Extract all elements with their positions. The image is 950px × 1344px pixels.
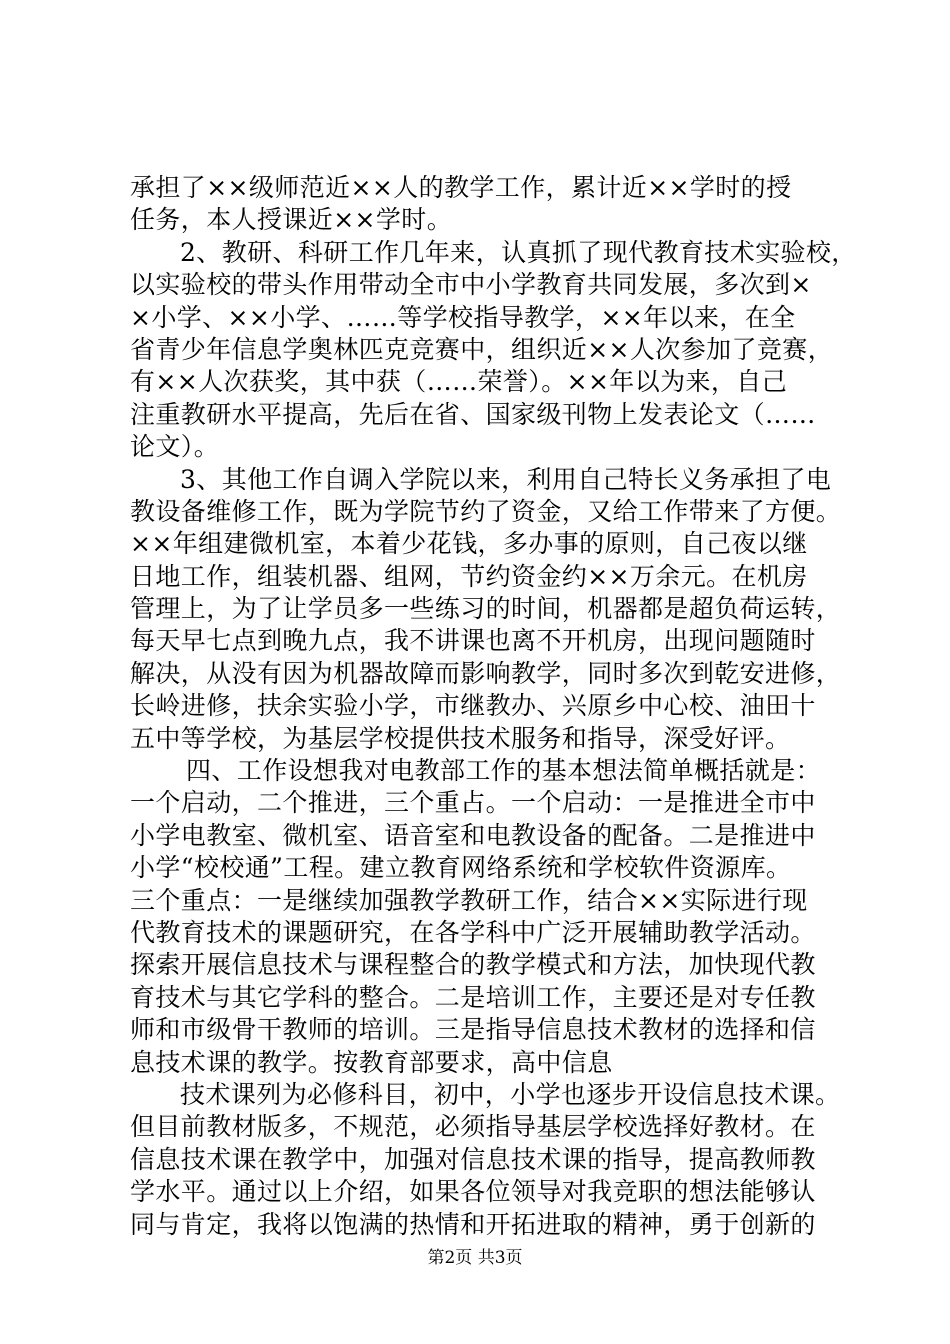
text-line: 同与肯定，我将以饱满的热情和开拓进取的精神，勇于创新的 xyxy=(130,1209,816,1239)
text-line: 任务，本人授课近××学时。 xyxy=(130,205,453,235)
text-line: ××年组建微机室，本着少花钱，多办事的原则，自己夜以继 xyxy=(130,529,808,559)
text-line: 但目前教材版多，不规范，必须指导基层学校选择好教材。在 xyxy=(130,1112,816,1142)
text-line: 四、工作设想我对电教部工作的基本想法简单概括就是： xyxy=(186,756,822,786)
text-line: 育技术与其它学科的整合。二是培训工作，主要还是对专任教 xyxy=(130,982,816,1012)
text-line: 有××人次获奖，其中获（……荣誉）。××年以为来，自己 xyxy=(130,367,788,397)
text-line: 代教育技术的课题研究，在各学科中广泛开展辅助教学活动。 xyxy=(130,917,816,947)
text-line: 三个重点：一是继续加强教学教研工作，结合××实际进行现 xyxy=(130,885,808,915)
text-line: 日地工作，组装机器、组网，节约资金约××万余元。在机房 xyxy=(130,561,808,591)
text-line: 一个启动，二个推进，三个重占。一个启动：一是推进全市中 xyxy=(130,788,816,818)
text-line: 以实验校的带头作用带动全市中小学教育共同发展，多次到× xyxy=(130,270,812,300)
text-line: 技术课列为必修科目，初中，小学也逐步开设信息技术课。 xyxy=(180,1079,841,1109)
page-number-footer: 第2页 共3页 xyxy=(427,1248,523,1268)
text-line: 息技术课的教学。按教育部要求，高中信息 xyxy=(130,1047,613,1077)
text-line: 小学“校校通”工程。建立教育网络系统和学校软件资源库。 xyxy=(130,853,792,883)
text-line: 解决，从没有因为机器故障而影响教学，同时多次到乾安进修， xyxy=(130,658,842,688)
text-line: 3、其他工作自调入学院以来，利用自己特长义务承担了电 xyxy=(180,464,832,494)
text-line: 师和市级骨干教师的培训。三是指导信息技术教材的选择和信 xyxy=(130,1015,816,1045)
text-line: 管理上，为了让学员多一些练习的时间，机器都是超负荷运转， xyxy=(130,594,842,624)
text-line: 教设备维修工作，既为学院节约了资金，又给工作带来了方便。 xyxy=(130,496,842,526)
text-line: 长岭进修，扶余实验小学，市继教办、兴原乡中心校、油田十 xyxy=(130,691,816,721)
text-line: ×小学、××小学、……等学校指导教学，××年以来，在全 xyxy=(130,302,796,332)
text-line: 注重教研水平提高，先后在省、国家级刊物上发表论文（…… xyxy=(130,399,816,429)
text-line: 探索开展信息技术与课程整合的教学模式和方法，加快现代教 xyxy=(130,950,816,980)
text-line: 小学电教室、微机室、语音室和电教设备的配备。二是推进中 xyxy=(130,820,816,850)
text-line: 学水平。通过以上介绍，如果各位领导对我竞职的想法能够认 xyxy=(130,1177,816,1207)
body-text xyxy=(130,172,857,1241)
text-line: 论文）。 xyxy=(130,432,220,462)
text-line: 五中等学校，为基层学校提供技术服务和指导，深受好评。 xyxy=(130,723,791,753)
text-line: 2、教研、科研工作几年来，认真抓了现代教育技术实验校， xyxy=(180,237,857,267)
text-line: 每天早七点到晚九点，我不讲课也离不开机房，出现问题随时 xyxy=(130,626,816,656)
text-line: 承担了××级师范近××人的教学工作，累计近××学时的授 xyxy=(130,173,792,202)
text-line: 省青少年信息学奥林匹克竞赛中，组织近××人次参加了竞赛， xyxy=(130,334,834,364)
text-line: 信息技术课在教学中，加强对信息技术课的指导，提高教师教 xyxy=(130,1144,816,1174)
